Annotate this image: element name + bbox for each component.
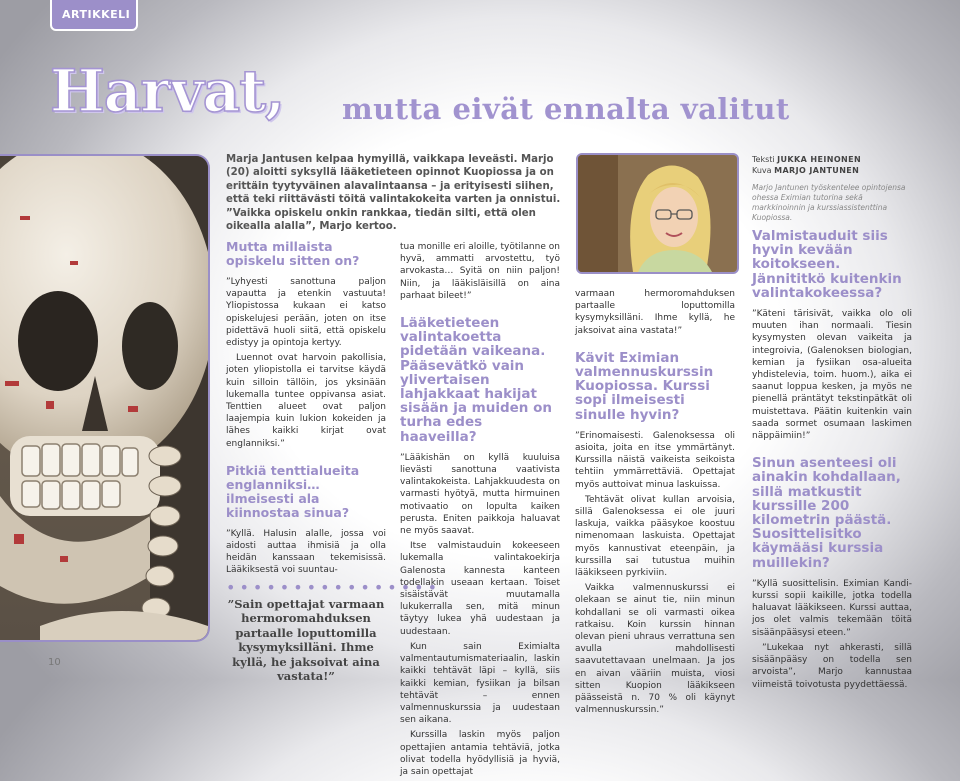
credit-label: Teksti xyxy=(752,155,775,164)
portrait-photo xyxy=(576,153,739,274)
credit-photographer: MARJO JANTUNEN xyxy=(774,166,860,175)
paragraph: Vaikka valmennuskurssi ei olekaan se ainut tie, niin minun kohdallani se oli varmasti oikea ratkaisu. Koin kurssin hinnan olevan pieni uhraus verrattuna sen avulla mahdollisesti saavutettavaan unelmaan. Ja jos en aivan vääriin muista, viosi sitten Kuopion lääkikseen päässeistä n. 70 % oli käynyt valmennuskurssin.” xyxy=(575,583,735,716)
paragraph: Luennot ovat harvoin pakollisia, joten yliopistolla ei tarvitse käydä kuin silloin tällöin, jos yksinään lukemalla tuntee oppivansa asiat. Tenttien alueet ovat paljon laajempia kuin lukion kokeiden ja lähes kaikki kirjat ovat englanniksi.” xyxy=(226,353,386,449)
subheading: Lääketieteen valintakoetta pidetään vaikeana. Pääsevätkö vain ylivertaisen lahjakkaat hakijat sisään ja muiden on turha edes haaveilla? xyxy=(400,315,552,445)
section-tag: ARTIKKELI xyxy=(50,0,138,31)
subheading: Pitkiä tenttialueita englanniksi… ilmeisesti ala kiinnostaa sinua? xyxy=(226,462,360,520)
credit-label: Kuva xyxy=(752,166,772,175)
paragraph: Tehtävät olivat kullan arvoisia, sillä Galenoksessa ei ole juuri laskuja, vaikka pääsykoe koostuu nimenomaan laskuista. Opettajat myös kannustivat eteenpäin, ja kurssilla sai tutustua muihin lääkikseen pyrkiviin. xyxy=(575,494,735,579)
article-column-1 xyxy=(226,239,441,684)
pull-quote: ”Sain opettajat varmaan hermoromahduksen partaalle loputtomilla kysymyksilläni. Ihme kyllä, he jaksoivat aina vastata!” xyxy=(227,596,385,684)
paragraph: Kun sain Eximialta valmentautumismateriaalin, laskin kaikki tehtävät läpi – kyllä, siis kaikki kemian, fysiikan ja bilsan tehtävät – ennen valmennuskurssia ja uudestaan sen aikana. xyxy=(400,641,560,726)
skull-illustration xyxy=(0,156,208,640)
paragraph: ”Kyllä suosittelisin. Eximian Kandi-kurssi sopii kaikille, jotka todella haluavat lääkikseen. Kurssi auttaa, jos olet valmis tekemään töitä sisäänpääsysi eteen.” xyxy=(752,578,912,638)
portrait-illustration xyxy=(578,155,737,272)
paragraph: ”Käteni tärisivät, vaikka olo oli muuten ihan normaali. Tiesin kysymysten olevan vaikeita ja integroivia, (Galenoksen biologian, kemian ja fysiikan osa-alueita yhdistelevia, toim. huom.), aika ei saanut loppua kesken, ja myös ne pienellä präntätyt tekstinpätkät oli muistettava. Päätin kuitenkin vain saada sormet osumaan laskimen näppäimiin!” xyxy=(752,309,912,442)
photo-caption: Marjo Jantunen työskentelee opintojensa ohessa Eximian tutorina sekä markkinoinnin ja kurssiassistenttina Kuopiossa. xyxy=(752,183,906,222)
headline-main: Harvat, xyxy=(50,57,285,125)
paragraph: ”Lääkishän on kyllä kuuluisa lievästi sanottuna vaativista valintakokeista. Lahjakkuudesta on varmasti hyötyä, mutta hirmuinen motivaatio on lopulta kaiken perusta. Eniten paikkoja haluavat ne myös saavat. xyxy=(400,452,560,537)
paragraph: varmaan hermoromahduksen partaalle loputtomilla kysymyksilläni. Ihme kyllä, he jaksoivat aina vastata!” xyxy=(575,289,735,336)
paragraph: ”Kyllä. Halusin alalle, jossa voi aidosti auttaa ihmisiä ja olla heidän kanssaan tekemisissä. Lääkiksestä voi suuntau- xyxy=(226,528,386,576)
paragraph: tua monille eri aloille, työtilanne on hyvä, ammatti arvostettu, työ arvokasta… Syitä on niin paljon! Niin, ja lääkisläisillä on aina parhaat bileet!” xyxy=(400,242,560,301)
subheading: Sinun asenteesi oli ainakin kohdallaan, sillä matkustit kurssille 200 kilometrin päästä. Suosittelisitko käymääsi kurssia muillekin? xyxy=(752,455,901,571)
dotted-divider: •••••••••••••••• xyxy=(226,577,441,597)
article-column-3 xyxy=(575,288,735,720)
headline-rest: mutta eivät ennalta valitut xyxy=(342,92,790,126)
page-number: 10 xyxy=(48,657,61,668)
article-column-2 xyxy=(400,241,560,781)
paragraph: ”Lyhyesti sanottuna paljon vapautta ja etenkin vastuuta! Yliopistossa kukaan ei katso opiskelujesi perään, joten on itse pidettävä huoli siitä, että opiskelu edistyy ja opintoja kertyy. xyxy=(226,277,386,349)
article-column-4 xyxy=(752,229,912,694)
credit-author: JUKKA HEINONEN xyxy=(777,155,862,164)
paragraph: Kurssilla laskin myös paljon opettajien antamia tehtäviä, jotka olivat todella hyödyllisiä ja hyviä, ja sain opettajat xyxy=(400,730,560,777)
paragraph: ”Lukekaa nyt ahkerasti, sillä sisäänpääsy on todella sen arvoista”, Marjo kannustaa viimeistä toivotusta pyydettäessä. xyxy=(752,642,912,690)
byline xyxy=(752,154,861,176)
subheading: Mutta millaista opiskelu sitten on? xyxy=(226,239,360,268)
skeleton-photo xyxy=(0,154,210,642)
lead-paragraph: Marja Jantusen kelpaa hymyillä, vaikkapa leveästi. Marjo (20) aloitti syksyllä lääketieteen opinnot Kuopiossa ja on erittäin tyytyväinen alavalintaansa – ja erityisesti siihen, että teki riittävästi töitä valintakokeita varten ja onnistui. ”Vaikka opiskelu onkin rankkaa, tiedän silti, että olen oikealla alalla”, Marjo kertoo. xyxy=(226,154,561,233)
paragraph: ”Erinomaisesti. Galenoksessa oli asioita, joita en itse ymmärtänyt. Kurssilla näistä vaikeista seikoista tehtiin ymmärrettäviä. Opettajat myös auttoivat minua laskuissa. xyxy=(575,430,735,490)
subheading: Valmistauduit siis hyvin kevään koitokseen. Jännititkö kuitenkin valintakokeessa? xyxy=(752,228,902,301)
subheading: Kävit Eximian valmennuskurssin Kuopiossa. Kurssi sopi ilmeisesti sinulle hyvin? xyxy=(575,349,714,423)
paragraph: Itse valmistauduin kokeeseen lukemalla valintakoekirja Galenosta kannesta kanteen todellakin useaan kertaan. Toiset sisäistävät muutamalla lukukerralla sen, mitä minun täytyy lukea yhä uudestaan ja uudestaan. xyxy=(400,541,560,637)
